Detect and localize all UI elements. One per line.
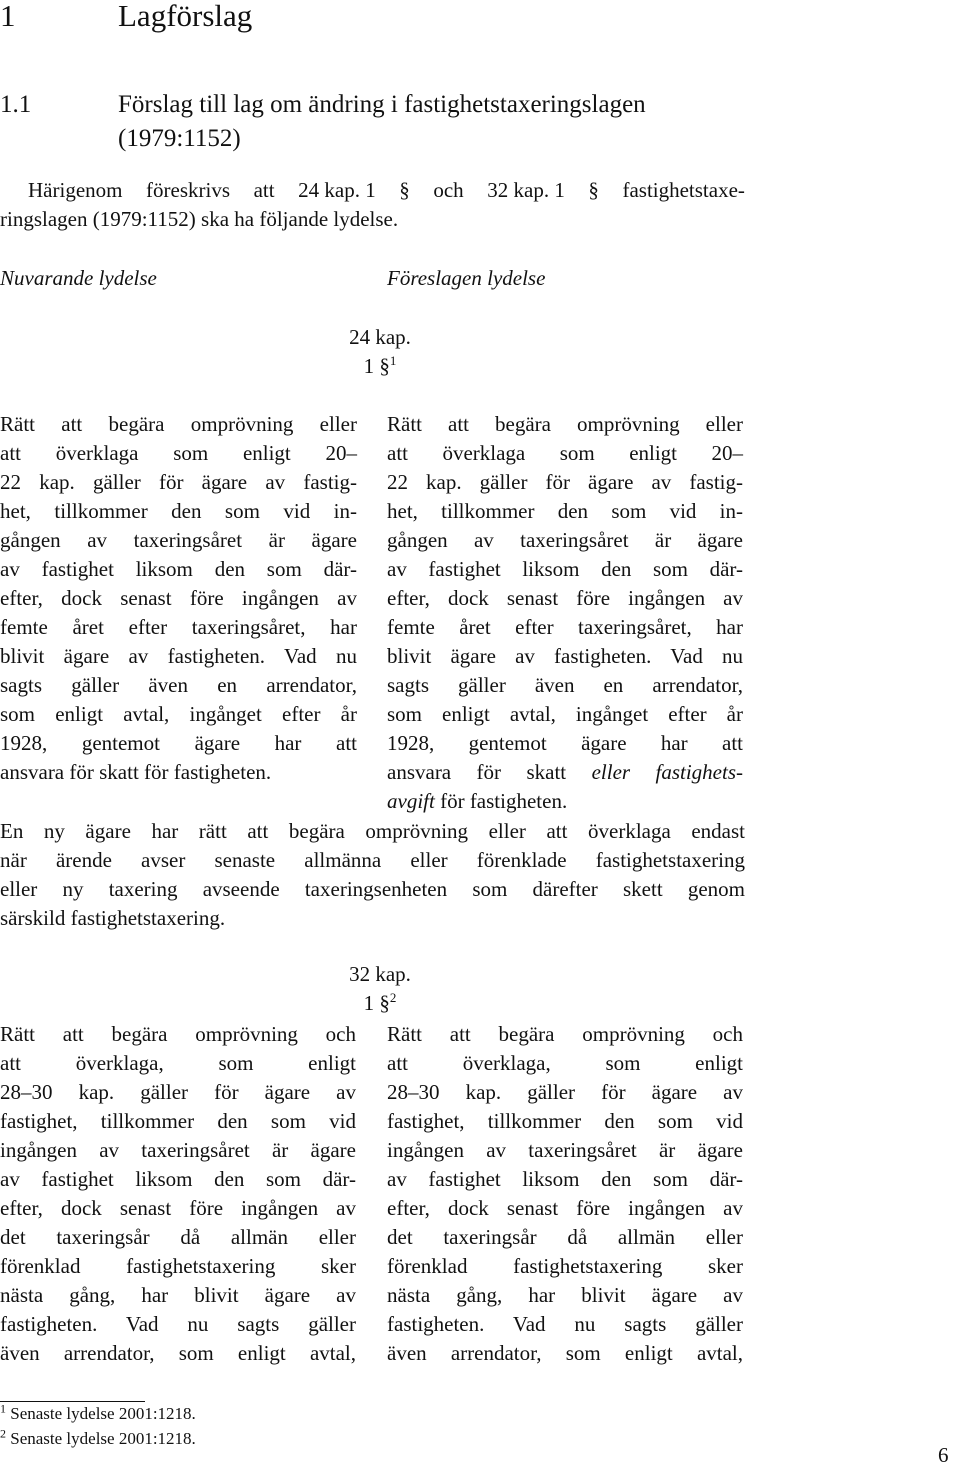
text-line: ingången av taxeringsåret är ägare: [387, 1138, 743, 1162]
footnote-marker: 1: [0, 1401, 6, 1416]
intro-word: att: [253, 178, 275, 202]
intro-line-2: ringslagen (1979:1152) ska ha följande lydelse.: [0, 207, 399, 231]
text-italic: avgift: [387, 789, 435, 813]
chapter-24-common-text: [0, 817, 745, 933]
text-line: gången av taxeringsåret är ägare: [0, 528, 357, 552]
text-line: det taxeringsår då allmän eller: [0, 1225, 356, 1249]
text-line: blivit ägare av fastigheten. Vad nu: [387, 644, 743, 668]
text-line: 1928, gentemot ägare har att: [0, 731, 357, 755]
text-line: förenklad fastighetstaxering sker: [387, 1254, 743, 1278]
text-line: fastighet, tillkommer den som vid: [0, 1109, 356, 1133]
text-line: fastighet, tillkommer den som vid: [387, 1109, 743, 1133]
heading-1: [0, 0, 253, 34]
text-line: efter, dock senast före ingången av: [387, 1196, 743, 1220]
text-italic: eller fastighets-: [591, 760, 743, 784]
footnote-2: [0, 1426, 196, 1449]
text-line: när ärende avser senaste allmänna eller förenklade fastighetstaxering: [0, 848, 745, 872]
footnote-text: Senaste lydelse 2001:1218.: [10, 1404, 196, 1423]
text-line: att överklaga som enligt 20–: [387, 441, 743, 465]
text-line: av fastighet liksom den som där-: [387, 1167, 743, 1191]
footnote-1: [0, 1401, 196, 1424]
text-line: blivit ägare av fastigheten. Vad nu: [0, 644, 357, 668]
column-header-current: Nuvarande lydelse: [0, 266, 157, 290]
chapter-24-title: 24 kap.: [349, 325, 411, 349]
chapter-24-proposed-text: [387, 410, 743, 816]
footnote-divider: [0, 1401, 145, 1402]
text-line: 1928, gentemot ägare har att: [387, 731, 743, 755]
text-line: som enligt avtal, ingånget efter år: [387, 702, 743, 726]
text-line: sagts gäller även en arrendator,: [0, 673, 357, 697]
text-line: att överklaga, som enligt: [387, 1051, 743, 1075]
text-line: nästa gång, har blivit ägare av: [0, 1283, 356, 1307]
column-header-proposed: Föreslagen lydelse: [387, 266, 546, 290]
text-line: femte året efter taxeringsåret, har: [0, 615, 357, 639]
text-line: Rätt att begära omprövning eller: [387, 412, 743, 436]
chapter-32-current-text: [0, 1020, 356, 1368]
section-sign: §: [379, 991, 390, 1015]
heading-2-title-line2: (1979:1152): [118, 125, 241, 152]
text-line: efter, dock senast före ingången av: [0, 586, 357, 610]
text-line: het, tillkommer den som vid in-: [387, 499, 743, 523]
text-line: det taxeringsår då allmän eller: [387, 1225, 743, 1249]
footnote-ref: 1: [389, 353, 397, 368]
text-line: även arrendator, som enligt avtal,: [387, 1341, 743, 1365]
text-plain: ansvara för skatt: [387, 760, 592, 784]
text-line: En ny ägare har rätt att begära omprövning eller att överklaga endast: [0, 819, 745, 843]
heading-1-title: Lagförslag: [118, 0, 253, 33]
text-line: 28–30 kap. gäller för ägare av: [387, 1080, 743, 1104]
chapter-24-current-text: [0, 410, 357, 787]
section-number: 1: [363, 991, 375, 1015]
footnote-text: Senaste lydelse 2001:1218.: [10, 1429, 196, 1448]
text-line: ingången av taxeringsåret är ägare: [0, 1138, 356, 1162]
text-line: eller ny taxering avseende taxeringsenheten som därefter skett genom: [0, 877, 745, 901]
text-line: av fastighet liksom den som där-: [0, 1167, 356, 1191]
chapter-32-title: 32 kap.: [349, 962, 411, 986]
chapter-32-proposed-text: [387, 1020, 743, 1368]
footnote-ref: 2: [389, 990, 397, 1005]
text-line: att överklaga, som enligt: [0, 1051, 356, 1075]
text-line: 22 kap. gäller för ägare av fastig-: [0, 470, 357, 494]
intro-word: 32 kap. 1: [487, 178, 565, 202]
text-line: ansvara för skatt för fastigheten.: [0, 760, 272, 784]
intro-word: 24 kap. 1: [298, 178, 376, 202]
text-line: sagts gäller även en arrendator,: [387, 673, 743, 697]
intro-word: §: [399, 178, 410, 202]
text-line: av fastighet liksom den som där-: [0, 557, 357, 581]
section-number: 1: [363, 354, 375, 378]
text-line: särskild fastighetstaxering.: [0, 906, 226, 930]
heading-2-number: 1.1: [0, 91, 32, 118]
intro-word: fastighetstaxe-: [622, 178, 745, 202]
text-line: nästa gång, har blivit ägare av: [387, 1283, 743, 1307]
section-sign: §: [379, 354, 390, 378]
intro-word: föreskrivs: [146, 178, 231, 202]
text-line: [387, 787, 743, 816]
text-line: fastigheten. Vad nu sagts gäller: [0, 1312, 356, 1336]
heading-2: [0, 91, 646, 119]
intro-word: §: [588, 178, 599, 202]
text-line: efter, dock senast före ingången av: [387, 586, 743, 610]
chapter-24-section: [300, 354, 460, 379]
text-line: Rätt att begära omprövning eller: [0, 412, 357, 436]
text-line: het, tillkommer den som vid in-: [0, 499, 357, 523]
text-line: [387, 758, 743, 787]
page-number: 6: [938, 1443, 949, 1467]
text-line: att överklaga som enligt 20–: [0, 441, 357, 465]
text-line: 22 kap. gäller för ägare av fastig-: [387, 470, 743, 494]
text-line: fastigheten. Vad nu sagts gäller: [387, 1312, 743, 1336]
text-line: av fastighet liksom den som där-: [387, 557, 743, 581]
intro-word: Härigenom: [28, 178, 123, 202]
text-line: som enligt avtal, ingånget efter år: [0, 702, 357, 726]
text-line: även arrendator, som enligt avtal,: [0, 1341, 356, 1365]
heading-1-number: 1: [0, 0, 16, 33]
intro-word: och: [433, 178, 464, 202]
text-line: förenklad fastighetstaxering sker: [0, 1254, 356, 1278]
text-line: gången av taxeringsåret är ägare: [387, 528, 743, 552]
text-line: femte året efter taxeringsåret, har: [387, 615, 743, 639]
text-line: Rätt att begära omprövning och: [0, 1022, 356, 1046]
footnote-marker: 2: [0, 1426, 6, 1441]
heading-2-title-line1: Förslag till lag om ändring i fastighetstaxeringslagen: [118, 91, 646, 118]
text-plain: för fastigheten.: [434, 789, 568, 813]
text-line: efter, dock senast före ingången av: [0, 1196, 356, 1220]
text-line: 28–30 kap. gäller för ägare av: [0, 1080, 356, 1104]
text-line: Rätt att begära omprövning och: [387, 1022, 743, 1046]
intro-line-1: [28, 178, 745, 203]
chapter-32-section: [300, 991, 460, 1016]
